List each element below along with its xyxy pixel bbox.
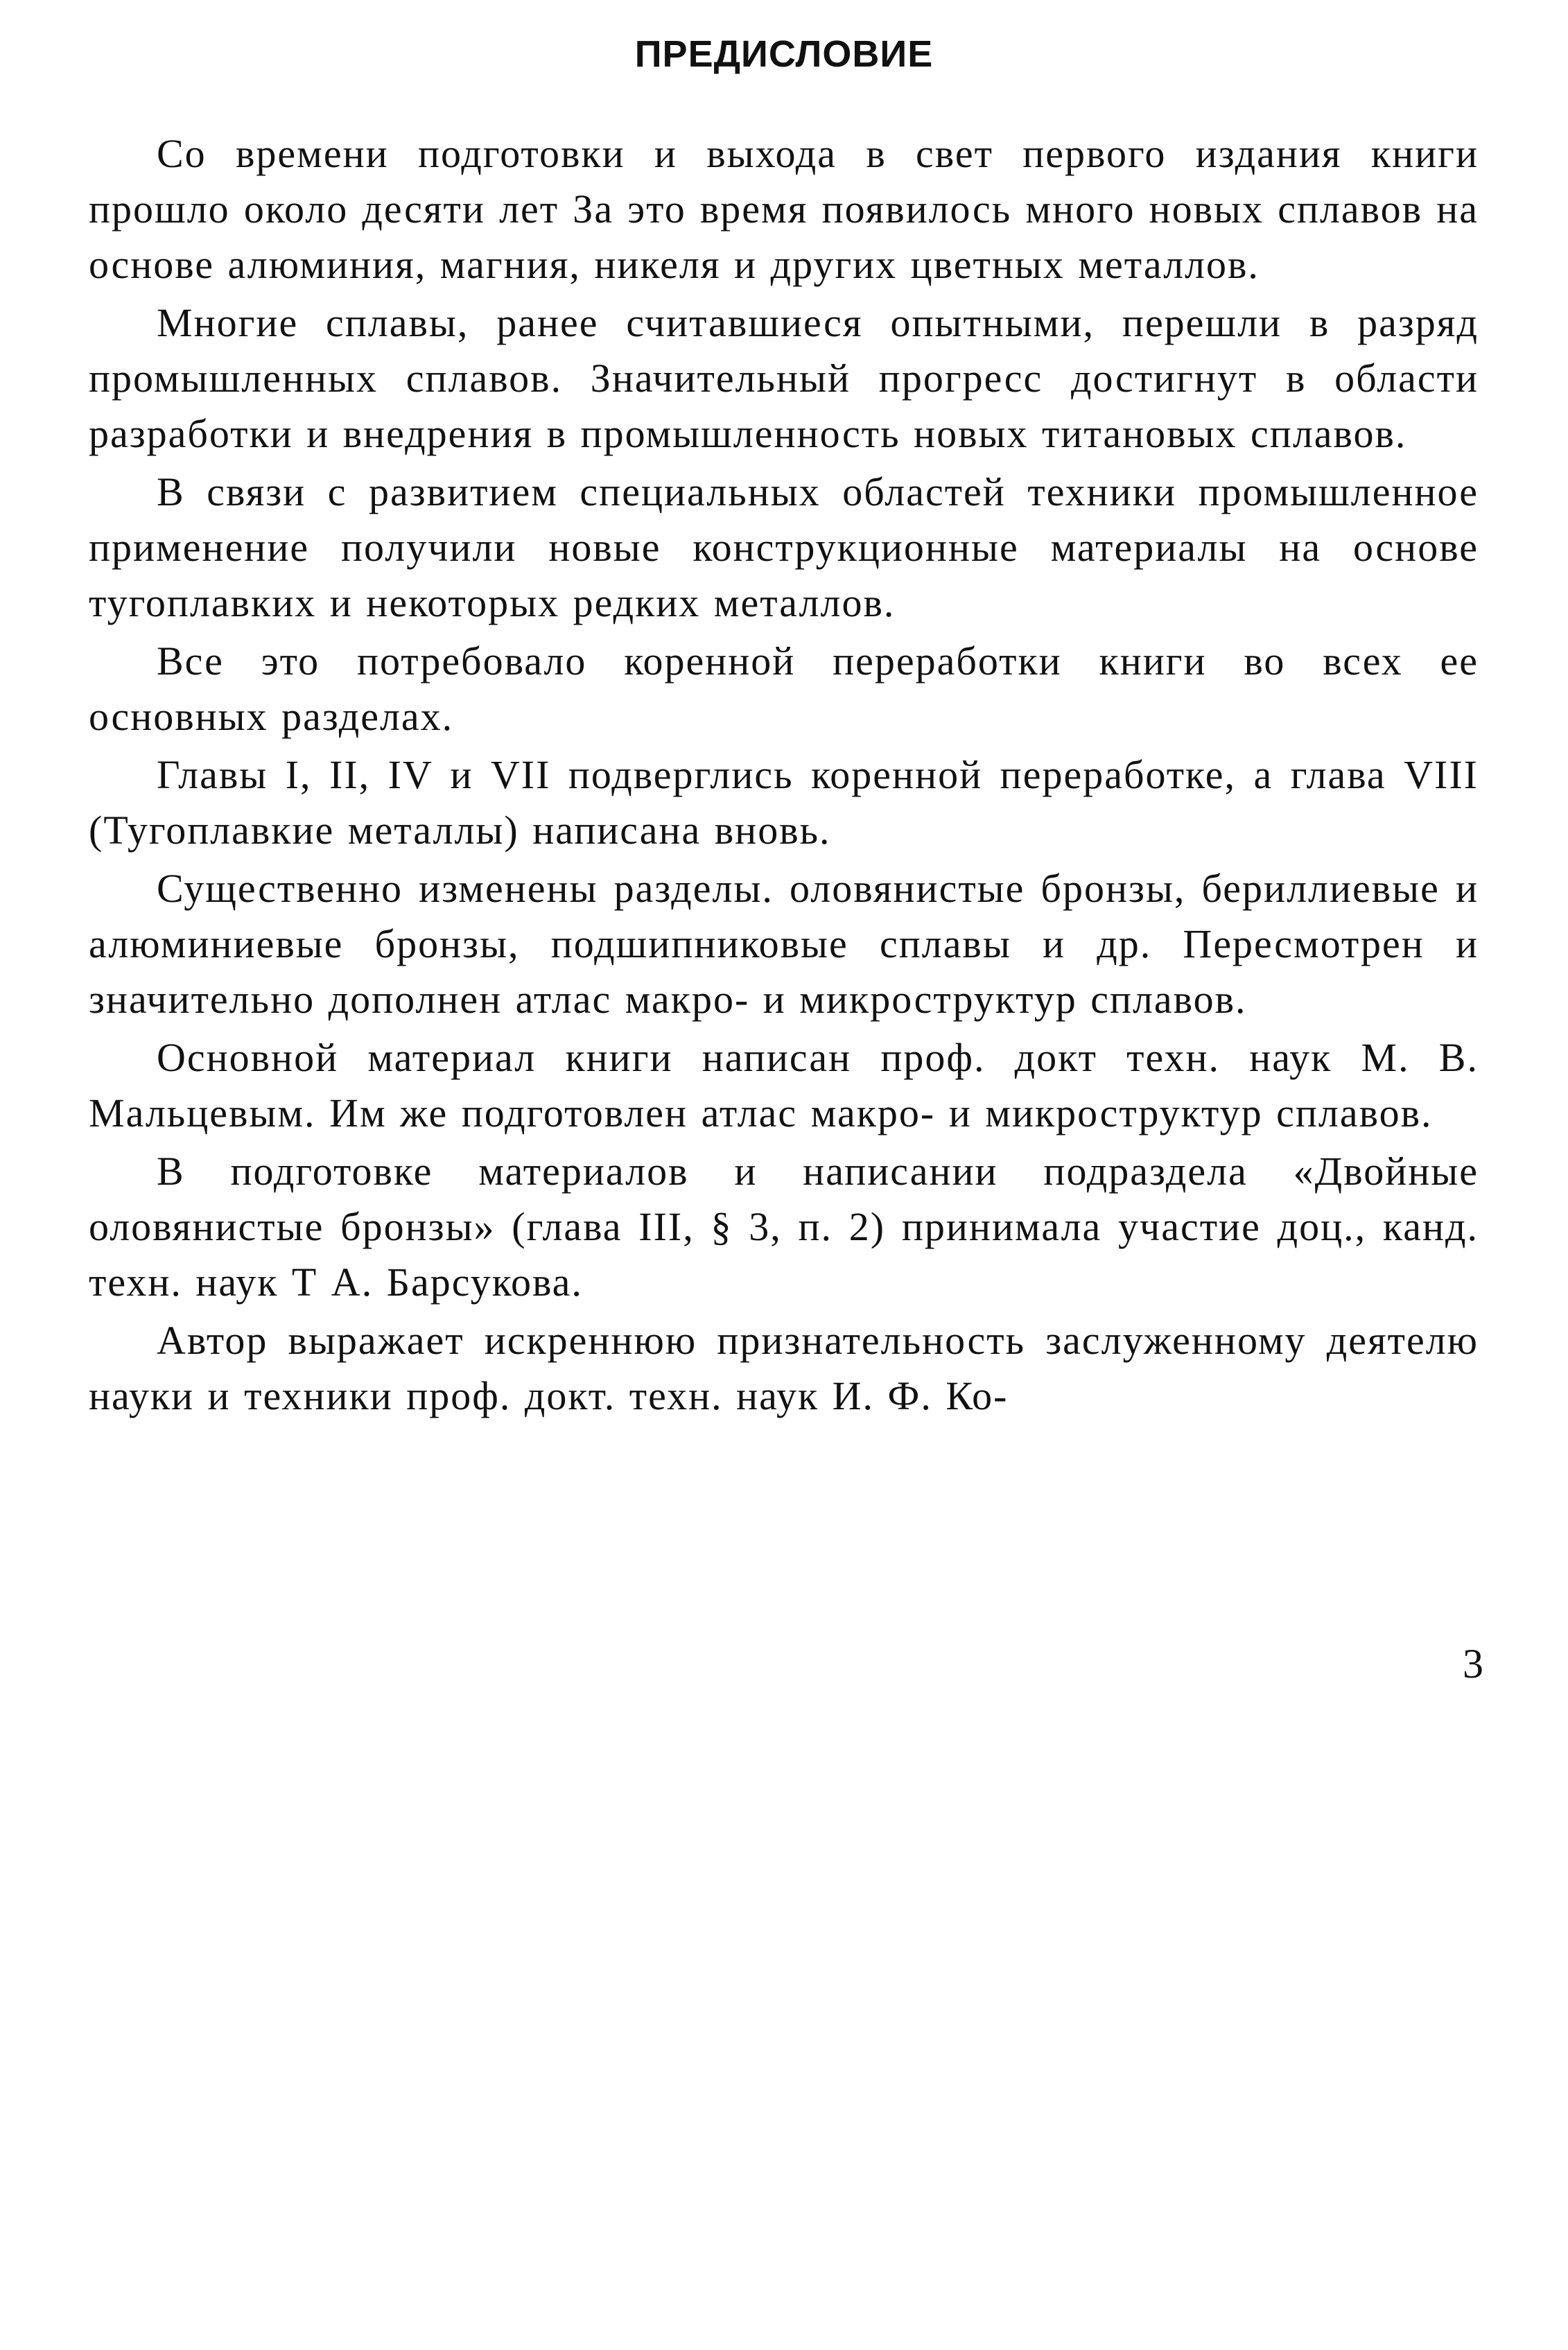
preface-body <box>89 126 1479 1427</box>
paragraph: Автор выражает искреннюю признательность заслуженному деятелю науки и техники проф. докт. техн. наук И. Ф. Ко- <box>89 1318 1479 1418</box>
paragraph: Главы I, II, IV и VII подверглись коренной переработке, а глава VIII (Тугоплавкие металлы) написана вновь. <box>89 752 1479 853</box>
paragraph: Основной материал книги написан проф. докт техн. наук М. В. Мальцевым. Им же подготовлен атлас макро- и микроструктур сплавов. <box>89 1035 1479 1135</box>
paragraph: Со времени подготовки и выхода в свет первого издания книги прошло около десяти лет За это время появилось много новых сплавов на основе алюминия, магния, никеля и других цветных металлов. <box>89 131 1479 287</box>
paragraph: Многие сплавы, ранее считавшиеся опытными, перешли в разряд промышленных сплавов. Значительный прогресс достигнут в области разработки и внедрения в промышленность новых титановых сплавов. <box>89 300 1479 456</box>
paragraph: Существенно изменены разделы. оловянистые бронзы, бериллиевые и алюминиевые бронзы, подшипниковые сплавы и др. Пересмотрен и значительно дополнен атлас макро- и микроструктур сплавов. <box>89 866 1479 1022</box>
paragraph: Все это потребовало коренной переработки книги во всех ее основных разделах. <box>89 638 1479 739</box>
paragraph: В подготовке материалов и написании подраздела «Двойные оловянистые бронзы» (глава III, § 3, п. 2) принимала участие доц., канд. техн. наук Т А. Барсукова. <box>89 1149 1479 1305</box>
paragraph: В связи с развитием специальных областей техники промышленное применение получили новые конструкционные материалы на основе тугоплавких и некоторых редких металлов. <box>89 469 1479 625</box>
page-heading: ПРЕДИСЛОВИЕ <box>634 33 934 75</box>
page-number: 3 <box>1463 1641 1483 1687</box>
